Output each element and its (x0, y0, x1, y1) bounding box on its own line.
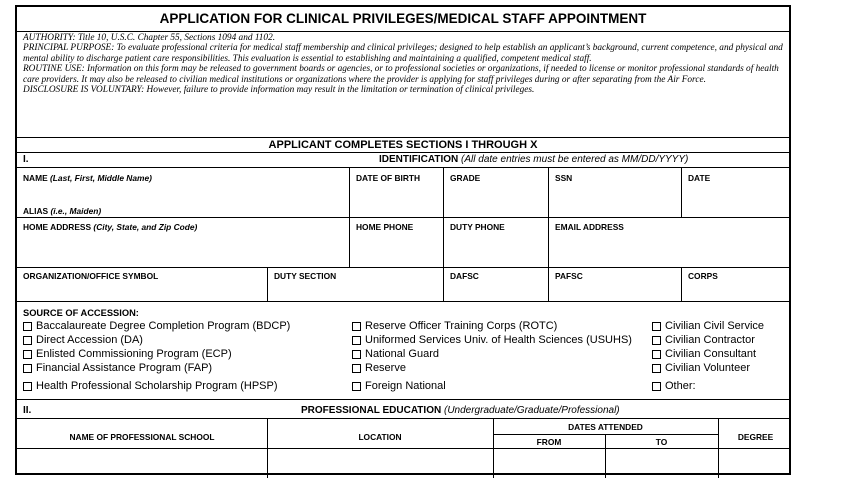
option-label: Other: (665, 380, 696, 392)
section-2-note: (Undergraduate/Graduate/Professional) (443, 405, 620, 416)
divider (267, 267, 268, 301)
divider (17, 167, 789, 168)
divider (17, 31, 789, 32)
school-name-header: NAME OF PROFESSIONAL SCHOOL (69, 432, 215, 442)
divider (548, 267, 549, 301)
checkbox[interactable] (23, 364, 32, 373)
accession-consultant[interactable] (652, 348, 756, 360)
home-address-label-note: (City, State, and Zip Code) (93, 222, 198, 232)
accession-contractor[interactable] (652, 334, 755, 346)
divider (443, 267, 444, 301)
clinical-privileges-form (15, 5, 791, 475)
email-label: EMAIL ADDRESS (555, 222, 624, 232)
pafsc-label: PAFSC (555, 271, 583, 281)
privacy-act-statement (23, 33, 783, 95)
option-label: Direct Accession (DA) (36, 334, 143, 346)
accession-civil-service[interactable] (652, 320, 764, 332)
section-2-heading (301, 405, 620, 416)
divider (443, 217, 444, 267)
divider (493, 434, 718, 435)
section-1-number: I. (23, 154, 29, 165)
accession-hpsp[interactable] (23, 380, 278, 392)
checkbox[interactable] (652, 364, 661, 373)
home-address-label-text: HOME ADDRESS (23, 222, 92, 232)
section-1-title: IDENTIFICATION (379, 154, 459, 165)
divider (17, 448, 789, 449)
from-header: FROM (536, 437, 562, 447)
date-label: DATE (688, 173, 711, 183)
option-label: Civilian Civil Service (665, 320, 765, 332)
divider (17, 137, 789, 138)
ssn-label: SSN (555, 173, 573, 183)
accession-rotc[interactable] (352, 320, 557, 332)
checkbox[interactable] (352, 350, 361, 359)
alias-label-text: ALIAS (23, 206, 49, 216)
divider (548, 167, 549, 217)
home-address-label (23, 222, 197, 232)
accession-da[interactable] (23, 334, 143, 346)
section-1-note: (All date entries must be entered as MM/DD/YYYY) (461, 154, 689, 165)
checkbox[interactable] (352, 382, 361, 391)
section-2-number: II. (23, 405, 32, 416)
accession-fap[interactable] (23, 362, 212, 374)
alias-label-note: (i.e., Maiden) (50, 206, 102, 216)
checkbox[interactable] (352, 322, 361, 331)
org-label: ORGANIZATION/OFFICE SYMBOL (23, 271, 159, 281)
applicant-completes-heading: APPLICANT COMPLETES SECTIONS I THROUGH X (268, 139, 538, 151)
section-1-heading (379, 154, 688, 165)
option-label: Reserve Officer Training Corps (ROTC) (365, 320, 558, 332)
accession-ecp[interactable] (23, 348, 232, 360)
option-label: Reserve (365, 362, 406, 374)
option-label: Health Professional Scholarship Program (HPSP) (36, 380, 278, 392)
home-phone-label: HOME PHONE (356, 222, 414, 232)
option-label: Civilian Contractor (665, 334, 755, 346)
checkbox[interactable] (652, 336, 661, 345)
degree-header: DEGREE (737, 432, 774, 442)
divider (17, 399, 789, 400)
option-label: Civilian Consultant (665, 348, 757, 360)
checkbox[interactable] (23, 322, 32, 331)
dates-attended-header: DATES ATTENDED (568, 422, 643, 432)
divider (17, 418, 789, 419)
dob-label: DATE OF BIRTH (356, 173, 421, 183)
name-label-note: (Last, First, Middle Name) (50, 173, 152, 183)
dafsc-label: DAFSC (450, 271, 479, 281)
alias-label (23, 206, 101, 216)
routine-use-text: ROUTINE USE: Information on this form may be released to government boards or agencies, or to professional societies or organizations, if needed to license or monitor professional standards of health care providers. It may also be released to civilian medical institutions or organizations where the provider is applying for staff privileges during or after separating from the Air Force. (23, 64, 779, 85)
divider (17, 267, 789, 268)
divider (548, 217, 549, 267)
accession-reserve[interactable] (352, 362, 406, 374)
principal-purpose-text: PRINCIPAL PURPOSE: To evaluate professional criteria for medical staff membership and clinical privileges; designed to help establish an applicant’s background, current competence, and physical and mental ability to discharge patient care responsibilities. This evaluation is essential to establishing and maintaining a qualified, competent medical staff. (23, 43, 783, 64)
name-label (23, 173, 152, 183)
accession-heading: SOURCE OF ACCESSION: (23, 308, 139, 318)
divider (443, 167, 444, 217)
divider (349, 167, 350, 217)
checkbox[interactable] (652, 322, 661, 331)
option-label: National Guard (365, 348, 439, 360)
option-label: Civilian Volunteer (665, 362, 750, 374)
accession-bdcp[interactable] (23, 320, 290, 332)
option-label: Foreign National (365, 380, 446, 392)
checkbox[interactable] (652, 382, 661, 391)
disclosure-text: DISCLOSURE IS VOLUNTARY: However, failure to provide information may result in the limitation or termination of clinical privileges. (23, 85, 535, 96)
divider (681, 267, 682, 301)
checkbox[interactable] (352, 336, 361, 345)
checkbox[interactable] (652, 350, 661, 359)
checkbox[interactable] (23, 382, 32, 391)
checkbox[interactable] (23, 350, 32, 359)
accession-national-guard[interactable] (352, 348, 439, 360)
duty-phone-label: DUTY PHONE (450, 222, 505, 232)
option-label: Financial Assistance Program (FAP) (36, 362, 213, 374)
checkbox[interactable] (352, 364, 361, 373)
option-label: Baccalaureate Degree Completion Program (BDCP) (36, 320, 291, 332)
duty-section-label: DUTY SECTION (274, 271, 337, 281)
accession-volunteer[interactable] (652, 362, 750, 374)
location-header: LOCATION (358, 432, 402, 442)
corps-label: CORPS (688, 271, 718, 281)
accession-usuhs[interactable] (352, 334, 632, 346)
divider (17, 152, 789, 153)
name-label-text: NAME (23, 173, 48, 183)
divider (681, 167, 682, 217)
divider (17, 301, 789, 302)
grade-label: GRADE (450, 173, 481, 183)
accession-foreign-national[interactable] (352, 380, 446, 392)
option-label: Enlisted Commissioning Program (ECP) (36, 348, 232, 360)
authority-text: AUTHORITY: Title 10, U.S.C. Chapter 55, Sections 1094 and 1102. (23, 33, 276, 43)
divider (17, 217, 789, 218)
divider (349, 217, 350, 267)
option-label: Uniformed Services Univ. of Health Sciences (USUHS) (365, 334, 632, 346)
accession-other[interactable] (652, 380, 696, 392)
form-title: APPLICATION FOR CLINICAL PRIVILEGES/MEDICAL STAFF APPOINTMENT (159, 11, 647, 26)
to-header: TO (655, 437, 668, 447)
section-2-title: PROFESSIONAL EDUCATION (301, 405, 442, 416)
checkbox[interactable] (23, 336, 32, 345)
